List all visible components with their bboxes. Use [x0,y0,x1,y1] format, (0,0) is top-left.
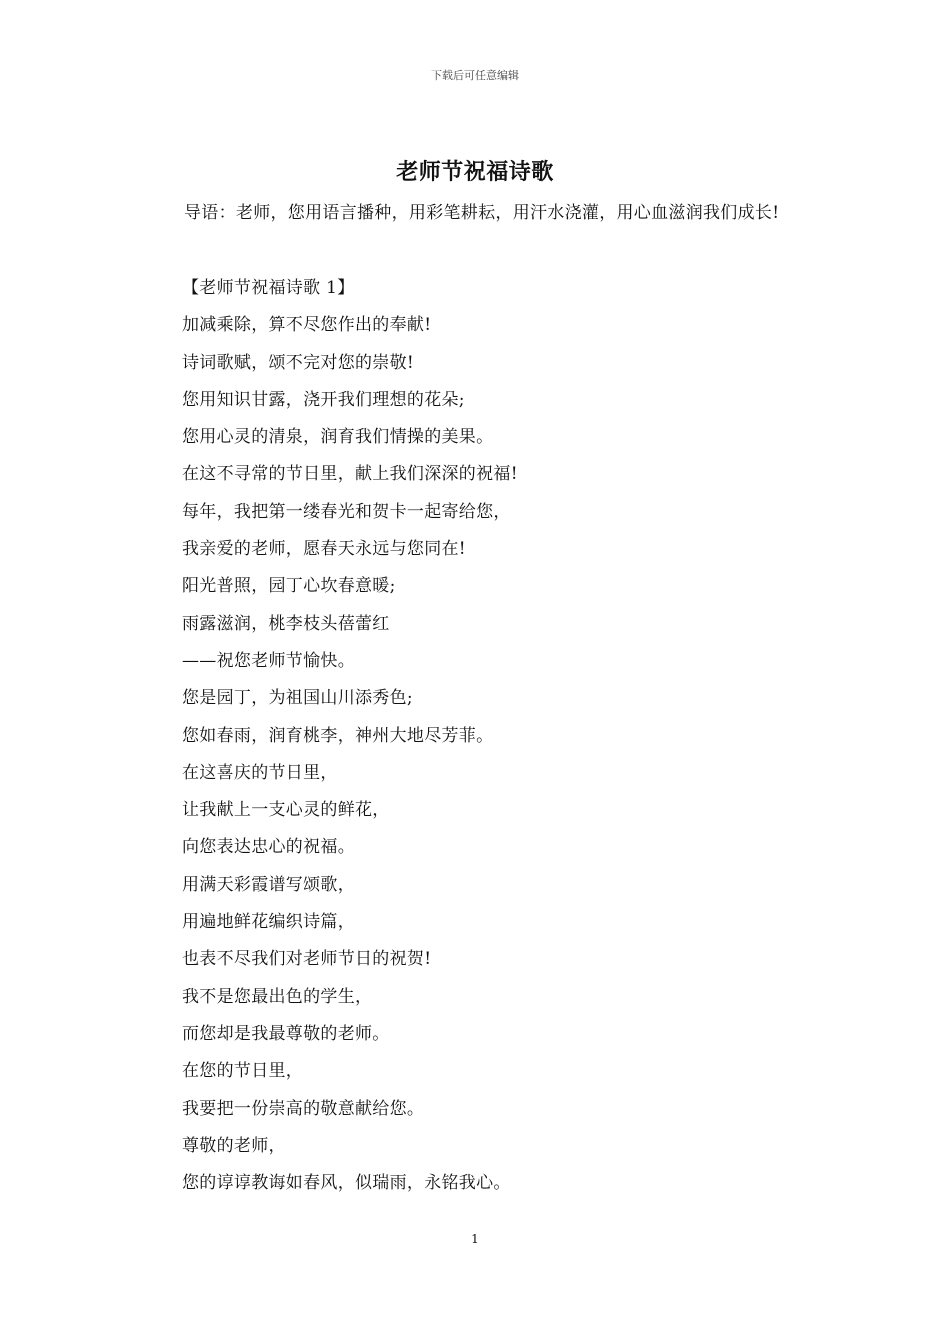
poem-line: ——祝您老师节愉快。 [182,650,355,671]
poem-line: 每年，我把第一缕春光和贺卡一起寄给您， [182,501,511,522]
document-title: 老师节祝福诗歌 [396,159,554,185]
poem-lines [182,270,822,1202]
poem-line: 您用知识甘露，浇开我们理想的花朵; [182,389,465,410]
poem-line: 在这不寻常的节日里，献上我们深深的祝福! [182,464,518,485]
poem-line: 而您却是我最尊敬的老师。 [182,1023,390,1044]
page-number: 1 [471,1232,479,1246]
poem-line: 也表不尽我们对老师节日的祝贺! [182,949,432,970]
poem-line: 我亲爱的老师，愿春天永远与您同在! [182,539,466,560]
poem-line: 您如春雨，润育桃李，神州大地尽芳菲。 [182,725,494,746]
poem-line: 诗词歌赋，颂不完对您的崇敬! [182,352,415,373]
poem-line: 让我献上一支心灵的鲜花， [182,800,390,821]
poem-line: 加减乘除，算不尽您作出的奉献! [182,315,432,336]
poem-line: 向您表达忠心的祝福。 [182,837,355,858]
page-header: 下载后可任意编辑 [431,69,519,82]
poem-line: 在这喜庆的节日里， [182,762,338,783]
poem-line: 用满天彩霞谱写颂歌， [182,874,355,895]
poem-line: 您是园丁，为祖国山川添秀色; [182,688,413,709]
poem-line: 在您的节日里， [182,1061,304,1082]
poem-line: 我不是您最出色的学生， [182,986,373,1007]
poem-line: 尊敬的老师， [182,1135,286,1156]
poem-line: 我要把一份崇高的敬意献给您。 [182,1098,425,1119]
poem-line: 雨露滋润，桃李枝头蓓蕾红 [182,613,390,634]
poem-line: 阳光普照，园丁心坎春意暖; [182,576,396,597]
poem-line: 您用心灵的清泉，润育我们情操的美果。 [182,427,494,448]
poem-line: 您的谆谆教诲如春风，似瑞雨，永铭我心。 [182,1173,511,1194]
intro-paragraph: 导语：老师，您用语言播种，用彩笔耕耘，用汗水浇灌，用心血滋润我们成长! [184,203,780,223]
section-heading: 【老师节祝福诗歌 1】 [182,278,355,298]
poem-line: 用遍地鲜花编织诗篇， [182,912,355,933]
